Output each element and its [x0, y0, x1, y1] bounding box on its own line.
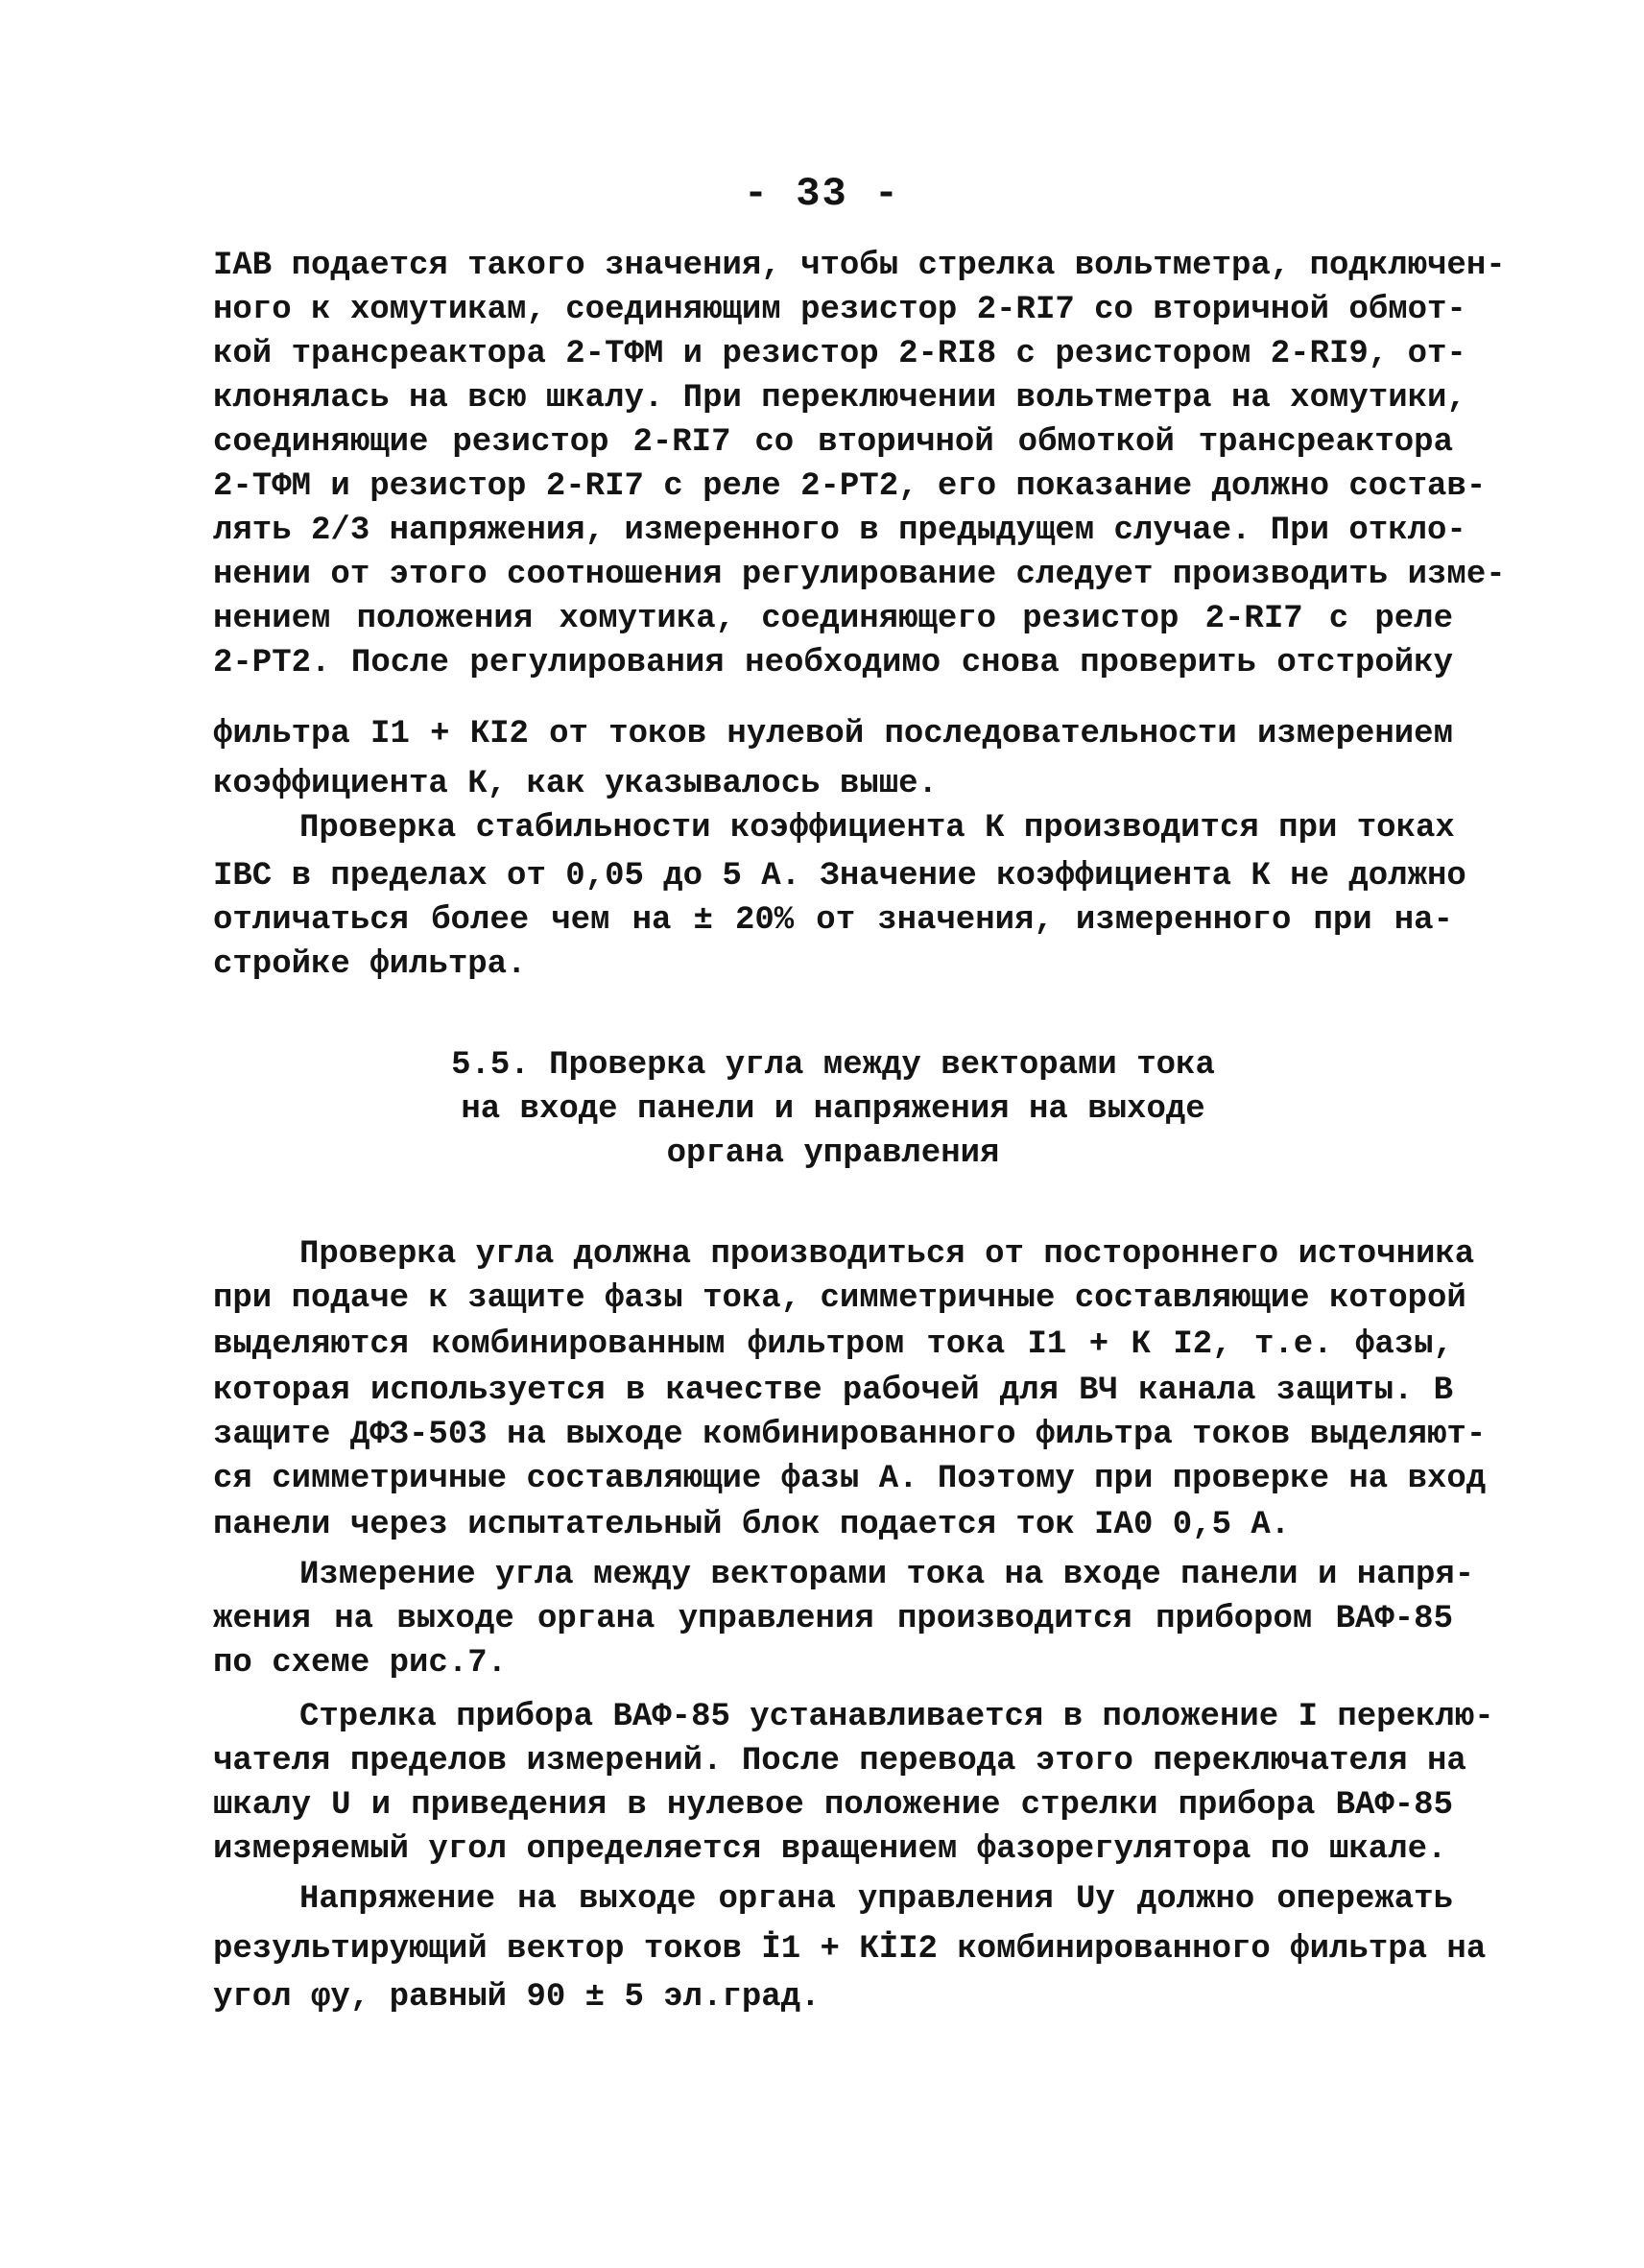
text-line: ся симметричные составляющие фазы А. Поэтому при проверке на вход [213, 1461, 1487, 1497]
text-line: по схеме рис.7. [213, 1645, 508, 1682]
text-line: IВС в пределах от 0,05 до 5 А. Значение коэффициента К не должно [213, 858, 1466, 895]
text-line: угол φу, равный 90 ± 5 эл.град. [213, 1979, 821, 2016]
text-line: измеряемый угол определяется вращением фазорегулятора по шкале. [213, 1831, 1447, 1868]
text-line: клонялась на всю шкалу. При переключении вольтметра на хомутики, [213, 380, 1466, 417]
text-line: ного к хомутикам, соединяющим резистор 2-RI7 со вторичной обмот- [213, 292, 1466, 328]
heading-line: органа управления [666, 1135, 1000, 1172]
text-line: 2-ТФМ и резистор 2-RI7 с реле 2-РТ2, его показание должно состав- [213, 468, 1487, 505]
text-line: выделяются комбинированным фильтром тока I1 + К I2, т.е. фазы, [213, 1326, 1453, 1363]
text-line: шкалу U и приведения в нулевое положение стрелки прибора ВАФ-85 [213, 1787, 1453, 1824]
text-line: жения на выходе органа управления производится прибором ВАФ-85 [213, 1601, 1453, 1637]
text-line: отличаться более чем на ± 20% от значения, измеренного при на- [213, 902, 1453, 939]
text-line: 2-РТ2. После регулирования необходимо снова проверить отстройку [213, 645, 1453, 681]
text-line: Напряжение на выходе органа управления Uу должно опережать [299, 1881, 1453, 1918]
text-line: результирующий вектор токов İ1 + КİІ2 комбинированного фильтра на [213, 1931, 1487, 1968]
text-line: Проверка стабильности коэффициента К производится при токах [299, 810, 1455, 847]
text-line: которая используется в качестве рабочей для ВЧ канала защиты. В [213, 1373, 1453, 1409]
heading-line: 5.5. Проверка угла между векторами тока [451, 1047, 1215, 1084]
text-line: панели через испытательный блок подается ток IА0 0,5 А. [213, 1507, 1291, 1543]
text-line: чателя пределов измерений. После перевода этого переключателя на [213, 1743, 1466, 1779]
page-number: - 33 - [743, 171, 901, 217]
text-line: стройке фильтра. [213, 946, 527, 983]
text-line: нении от этого соотношения регулирование следует производить изме- [213, 557, 1506, 593]
text-line: Проверка угла должна производиться от постороннего источника [299, 1236, 1475, 1273]
text-line: защите ДФЗ-503 на выходе комбинированного фильтра токов выделяют- [213, 1417, 1487, 1453]
text-line: лять 2/3 напряжения, измеренного в предыдущем случае. При откло- [213, 513, 1466, 549]
text-line: Стрелка прибора ВАФ-85 устанавливается в положение I переклю- [299, 1699, 1494, 1735]
text-line: кой трансреактора 2-ТФМ и резистор 2-RI8 с резистором 2-RI9, от- [213, 336, 1466, 372]
text-line: коэффициента К, как указывалось выше. [213, 766, 938, 802]
heading-line: на входе панели и напряжения на выходе [461, 1091, 1205, 1128]
text-line: нением положения хомутика, соединяющего резистор 2-RI7 с реле [213, 601, 1453, 637]
text-line: фильтра I1 + КI2 от токов нулевой последовательности измерением [213, 716, 1453, 752]
text-line: соединяющие резистор 2-RI7 со вторичной обмоткой трансреактора [213, 424, 1453, 461]
text-line: IАВ подается такого значения, чтобы стрелка вольтметра, подключен- [213, 248, 1506, 284]
text-line: Измерение угла между векторами тока на входе панели и напря- [299, 1557, 1475, 1593]
text-line: при подаче к защите фазы тока, симметричные составляющие которой [213, 1280, 1466, 1317]
